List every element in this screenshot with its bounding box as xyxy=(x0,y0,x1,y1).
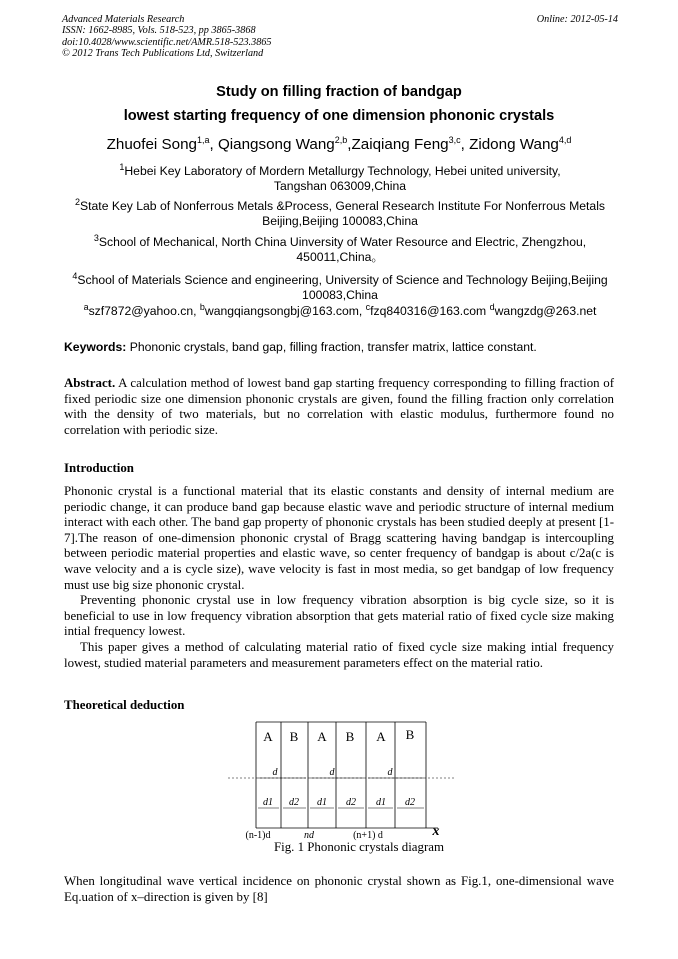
axis-label: (n-1)d xyxy=(245,830,271,841)
email-address: fzq840316@163.com xyxy=(370,304,490,318)
issn-line: ISSN: 1662-8985, Vols. 518-523, pp 3865-3868 xyxy=(62,25,256,37)
axis-label: nd xyxy=(304,830,314,841)
email-sup: d xyxy=(489,301,495,312)
axis-variable: x xyxy=(432,824,440,839)
sublayer-label: d1 xyxy=(317,797,327,808)
abstract-label: Abstract. xyxy=(64,376,116,390)
theory-heading: Theoretical deduction xyxy=(64,698,185,712)
affiliation-4 xyxy=(62,270,618,303)
email-sup: a xyxy=(83,301,89,312)
author-name: Zaiqiang Feng xyxy=(351,136,449,153)
author-name: Zhuofei Song xyxy=(106,136,197,153)
online-date: Online: 2012-05-14 xyxy=(536,14,618,25)
figure-caption: Fig. 1 Phononic crystals diagram xyxy=(273,840,445,854)
author-sup: 4,d xyxy=(558,134,572,145)
axis-label: (n+1) d xyxy=(353,830,383,841)
affiliation-num: 4 xyxy=(72,270,78,281)
affiliation-line: Hebei Key Laboratory of Mordern Metallurgy Technology, Hebei united university, xyxy=(124,164,561,178)
author-sep: , xyxy=(347,136,352,153)
layer-label: A xyxy=(263,729,273,744)
abstract xyxy=(64,376,614,438)
introduction-heading: Introduction xyxy=(64,461,134,475)
sublayer-label: d2 xyxy=(289,797,299,808)
journal-header xyxy=(62,14,618,60)
author-name: Qiangsong Wang xyxy=(217,136,335,153)
sublayer-label: d1 xyxy=(263,797,273,808)
affiliation-line: School of Materials Science and engineering, University of Science and Technology Beijing,Beijing xyxy=(77,273,608,287)
layer-label: B xyxy=(345,729,355,744)
email-address: wangzdg@263.net xyxy=(494,304,597,318)
email-sup: b xyxy=(199,301,205,312)
author-sup: 3,c xyxy=(448,134,461,145)
author-name: Zidong Wang xyxy=(469,136,559,153)
layer-label: B xyxy=(405,727,415,742)
affiliation-num: 2 xyxy=(75,196,81,207)
affiliation-line: 100083,China xyxy=(302,288,378,302)
affiliation-num: 1 xyxy=(119,161,125,172)
period-label: d xyxy=(272,767,278,778)
keywords-text: Phononic crystals, band gap, filling fraction, transfer matrix, lattice constant. xyxy=(126,340,537,354)
abstract-text: A calculation method of lowest band gap starting frequency corresponding to filling fraction of fixed periodic size one dimension phononic crystals are given, found the filling fraction only correlation with the density of two materials, but no correlation with elastic modulus, furthermore found no correlation with periodic size. xyxy=(64,376,614,437)
period-label: d xyxy=(387,767,393,778)
affiliation-line: Beijing,Beijing 100083,China xyxy=(262,214,418,228)
email-address: wangqiangsongbj@163.com, xyxy=(204,304,366,318)
intro-paragraph-2: Preventing phononic crystal use in low frequency vibration absorption is big cycle size, so it is beneficial to use in low frequency vibration absorption that gets material ratio of fixed cycle size making intial frequency lowest. xyxy=(64,593,614,639)
affiliation-num: 3 xyxy=(93,232,99,243)
paper-title-line-1: Study on filling fraction of bandgap xyxy=(216,84,462,100)
author-list xyxy=(0,136,678,153)
layer-label: A xyxy=(317,729,327,744)
layer-label: B xyxy=(289,729,299,744)
layer-label: A xyxy=(376,729,386,744)
theory-paragraph-1: When longitudinal wave vertical incidence on phononic crystal shown as Fig.1, one-dimensional wave Eq.uation of x–direction is given by [8] xyxy=(64,874,614,904)
sublayer-label: d2 xyxy=(405,797,415,808)
paper-title-line-2: lowest starting frequency of one dimension phononic crystals xyxy=(123,108,555,124)
period-label: d xyxy=(329,767,335,778)
intro-paragraph-3: This paper gives a method of calculating material ratio of fixed cycle size making intial frequency lowest, studied material parameters and measurement parameters effect on the material ratio. xyxy=(64,639,614,670)
introduction-body xyxy=(64,484,614,671)
affiliation-2 xyxy=(62,196,618,229)
author-sep: , xyxy=(209,136,218,153)
author-sup: 2,b xyxy=(334,134,348,145)
email-sup: c xyxy=(365,301,371,312)
affiliation-1 xyxy=(62,161,618,194)
sublayer-label: d2 xyxy=(346,797,356,808)
keywords-label: Keywords: xyxy=(64,340,127,354)
sublayer-label: d1 xyxy=(376,797,386,808)
affiliation-line: School of Mechanical, North China Uinversity of Water Resource and Electric, Zhengzhou, xyxy=(98,235,587,249)
author-sep: , xyxy=(460,136,470,153)
affiliation-3 xyxy=(62,232,618,265)
affiliation-line: State Key Lab of Nonferrous Metals &Process, General Research Institute For Nonferrous Metals xyxy=(80,199,605,213)
email-list xyxy=(62,301,618,319)
keywords xyxy=(64,340,620,354)
intro-paragraph-1: Phononic crystal is a functional material that its elastic constants and density of internal medium are periodic change, it can produce band gap because elastic wave and periodic structure of internal medium interact with each other. The band gap property of phononic crystals has been studied deeply at present [1-7].The reason of one-dimension phononic crystal of Bragg scattering having bandgap is intercoupling between periodic material properties and elastic wave, so center frequency of bandgap is about c/2a(c is wave velocity and a is cycle size), wave velocity is fast in most media, so get bandgap of low frequency must use big size phononic crystal. xyxy=(64,484,614,592)
journal-name: Advanced Materials Research xyxy=(62,14,185,25)
author-sup: 1,a xyxy=(196,134,210,145)
doi-line: doi:10.4028/www.scientific.net/AMR.518-523.3865 xyxy=(62,36,272,48)
phononic-crystal-diagram xyxy=(228,720,454,842)
affiliation-line: Tangshan 063009,China xyxy=(273,179,407,193)
affiliation-line: 450011,China。 xyxy=(296,250,384,264)
email-address: szf7872@yahoo.cn, xyxy=(88,304,200,318)
copyright-line: © 2012 Trans Tech Publications Ltd, Switzerland xyxy=(62,48,264,60)
